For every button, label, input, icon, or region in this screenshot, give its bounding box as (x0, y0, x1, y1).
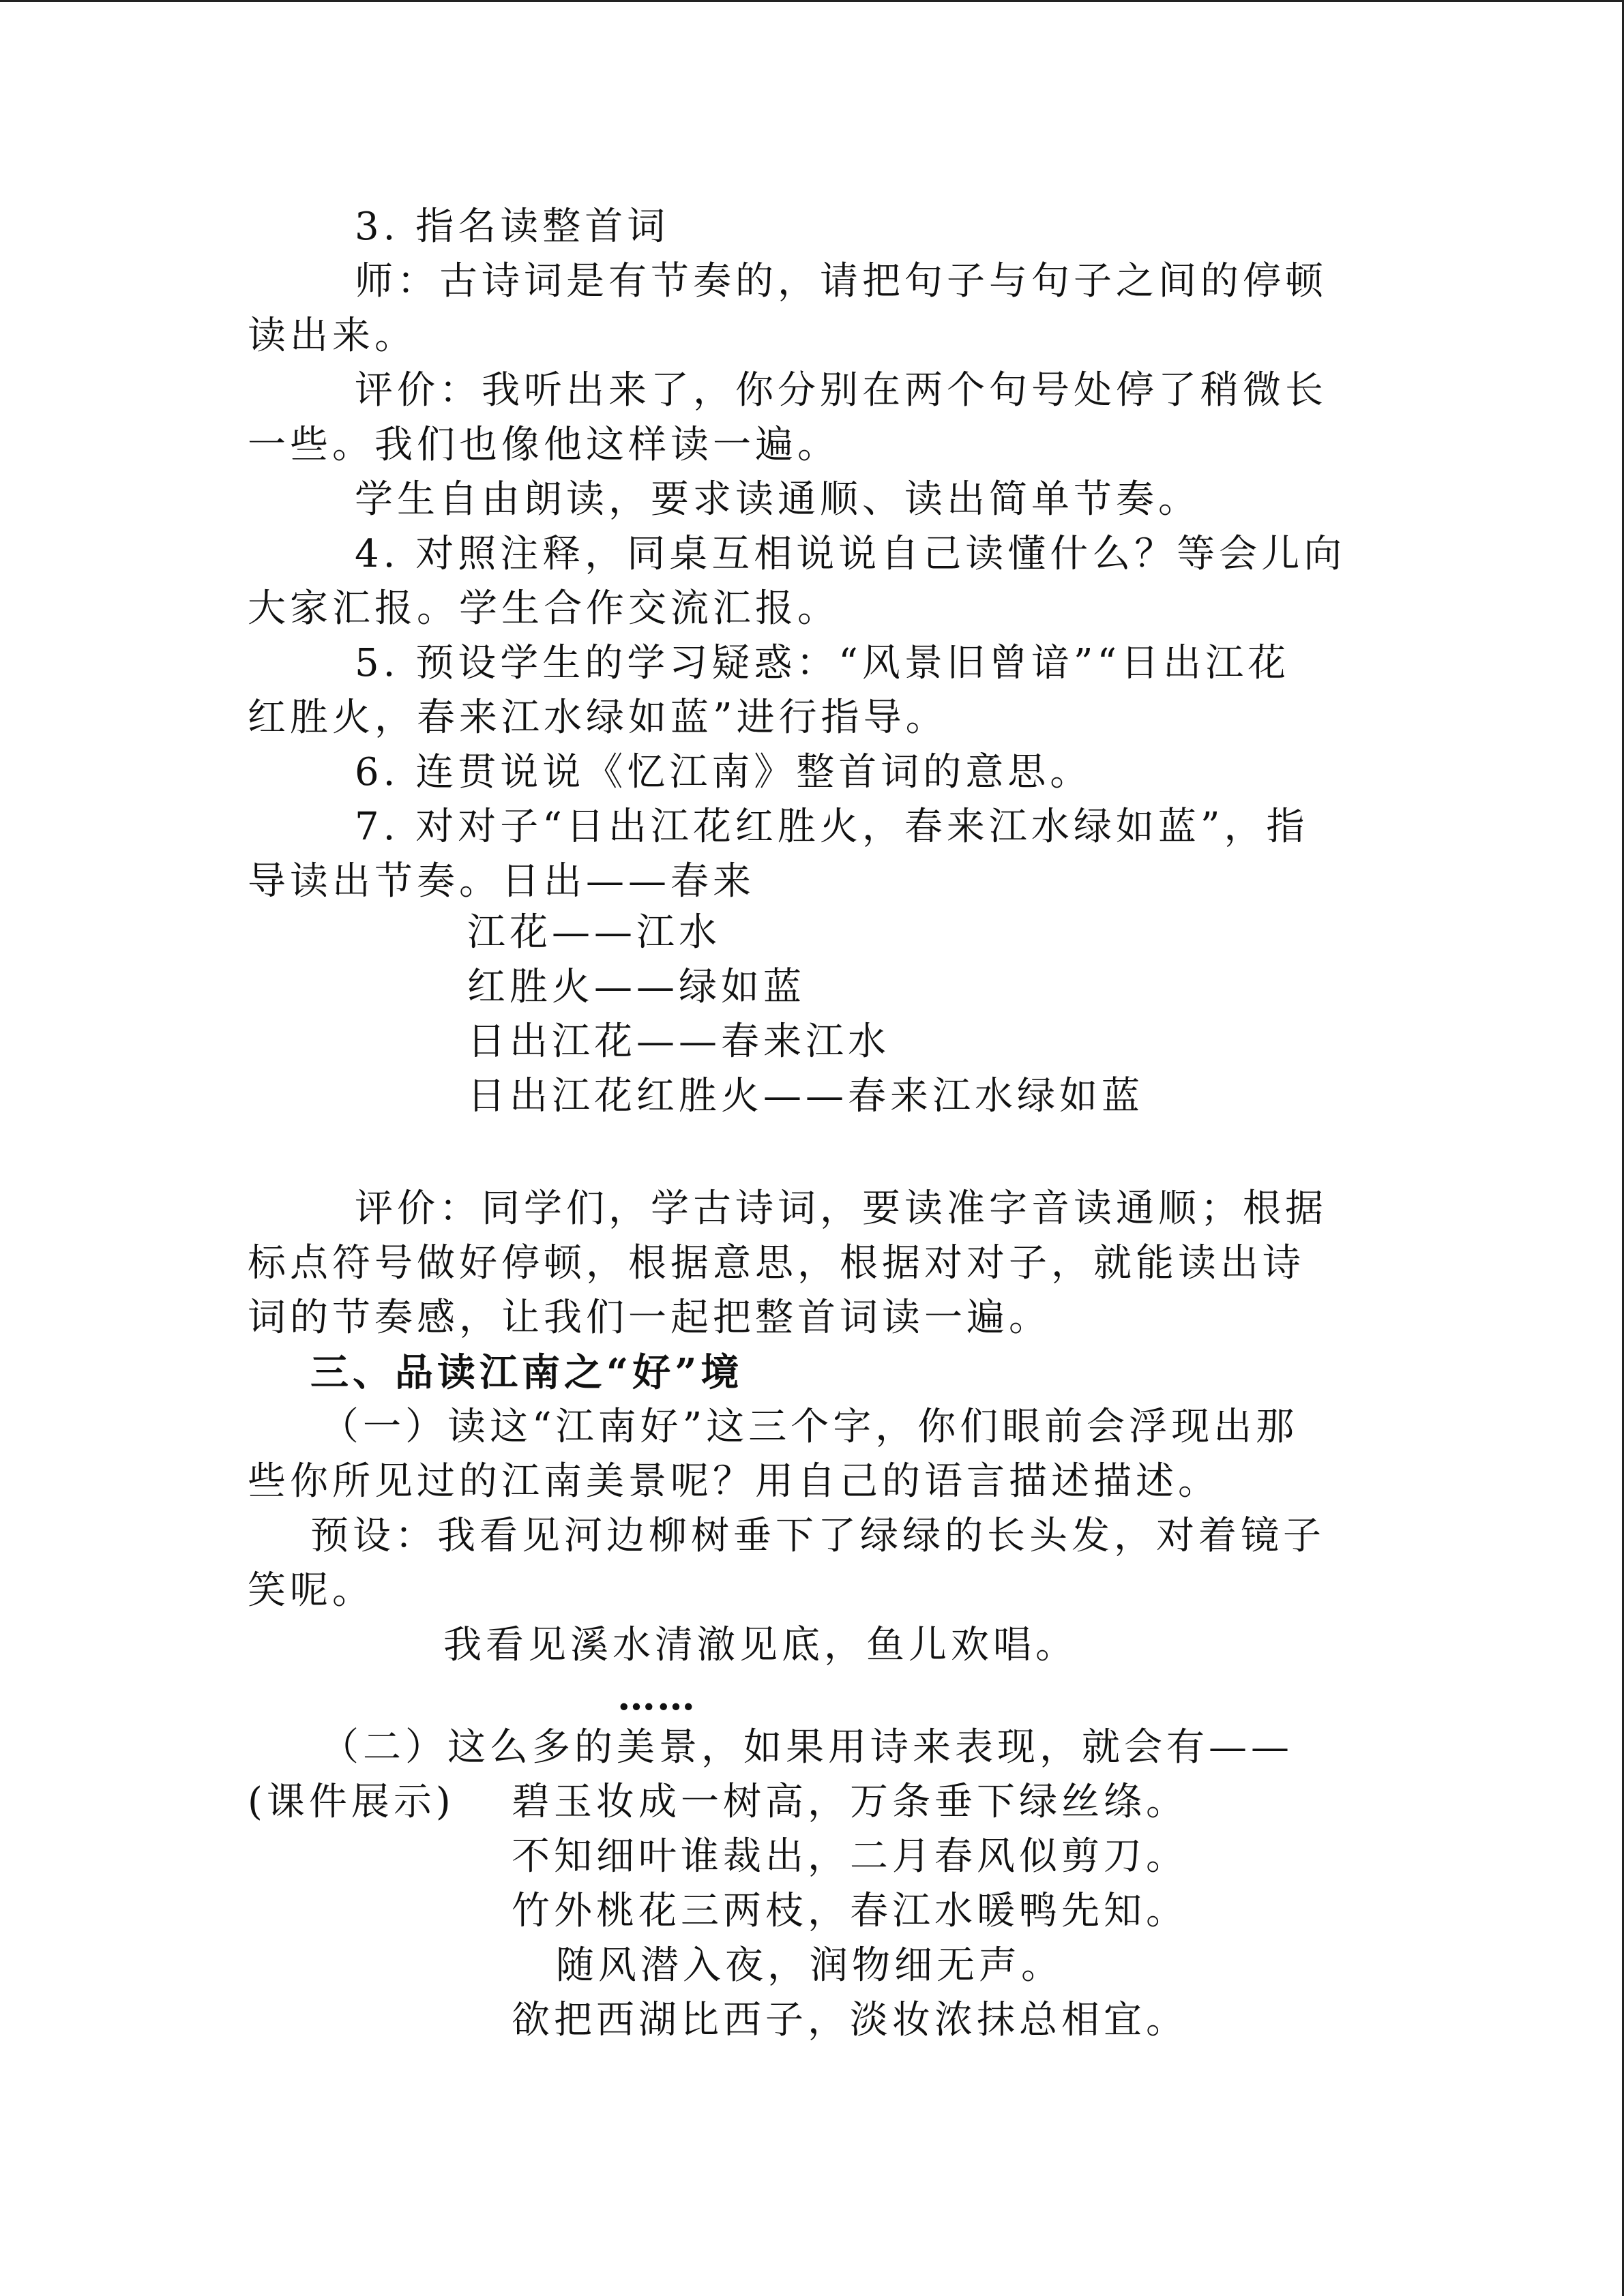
step-5-line: 5. 预设学生的学习疑惑：“风景旧曾谙”“日出江花 (355, 641, 1290, 685)
paragraph-line: 红胜火，春来江水绿如蓝”进行指导。 (248, 696, 948, 740)
ellipsis: …… (617, 1674, 696, 1719)
paragraph-line: 读出来。 (248, 314, 417, 358)
paragraph-line: 些你所见过的江南美景呢？用自己的语言描述描述。 (248, 1459, 1220, 1504)
couplet-pair: 日出江花红胜火——春来江水绿如蓝 (467, 1074, 1144, 1118)
paragraph-line: 词的节奏感，让我们一起把整首词读一遍。 (248, 1296, 1051, 1340)
paragraph-line: 笑呢。 (248, 1568, 374, 1613)
paragraph-line: 导读出节奏。日出——春来 (248, 859, 755, 904)
couplet-pair: 江花——江水 (467, 910, 721, 955)
paragraph-line: （二）这么多的美景，如果用诗来表现，就会有—— (321, 1725, 1293, 1770)
poem-line: 欲把西湖比西子，淡妆浓抹总相宜。 (512, 1998, 1188, 2042)
couplet-pair: 红胜火——绿如蓝 (467, 965, 806, 1009)
paragraph-line: 一些。我们也像他这样读一遍。 (248, 423, 840, 467)
paragraph-line: 师：古诗词是有节奏的，请把句子与句子之间的停顿 (355, 259, 1327, 303)
paragraph-line: （一）读这“江南好”这三个字，你们眼前会浮现出那 (321, 1405, 1299, 1449)
poem-line: 竹外桃花三两枝，春江水暖鸭先知。 (512, 1889, 1188, 1933)
paragraph-line: 评价：我听出来了，你分别在两个句号处停了稍微长 (355, 368, 1327, 413)
paragraph-line: 我看见溪水清澈见底，鱼儿欢唱。 (443, 1623, 1078, 1667)
poem-line: 随风潜入夜，润物细无声。 (556, 1943, 1063, 1988)
step-4-line: 4. 对照注释，同桌互相说说自己读懂什么？等会儿向 (355, 532, 1346, 576)
poem-line: 碧玉妆成一树高，万条垂下绿丝绦。 (512, 1780, 1188, 1824)
couplet-pair: 日出江花——春来江水 (467, 1019, 890, 1064)
step-6-line: 6. 连贯说说《忆江南》整首词的意思。 (355, 750, 1093, 794)
paragraph-line: 大家汇报。学生合作交流汇报。 (248, 586, 840, 631)
step-3-heading: 3. 指名读整首词 (355, 205, 670, 249)
paragraph-line: 预设：我看见河边柳树垂下了绿绿的长头发，对着镜子 (310, 1514, 1325, 1558)
section-heading: 三、品读江南之“好”境 (310, 1350, 743, 1395)
courseware-label: (课件展示) (248, 1780, 455, 1824)
paragraph-line: 评价：同学们，学古诗词，要读准字音读通顺；根据 (355, 1187, 1327, 1231)
paragraph-line: 学生自由朗读，要求读通顺、读出简单节奏。 (355, 477, 1200, 522)
step-7-line: 7. 对对子“日出江花红胜火，春来江水绿如蓝”，指 (355, 805, 1309, 849)
poem-line: 不知细叶谁裁出，二月春风似剪刀。 (512, 1834, 1188, 1879)
paragraph-line: 标点符号做好停顿，根据意思，根据对对子，就能读出诗 (248, 1241, 1305, 1285)
